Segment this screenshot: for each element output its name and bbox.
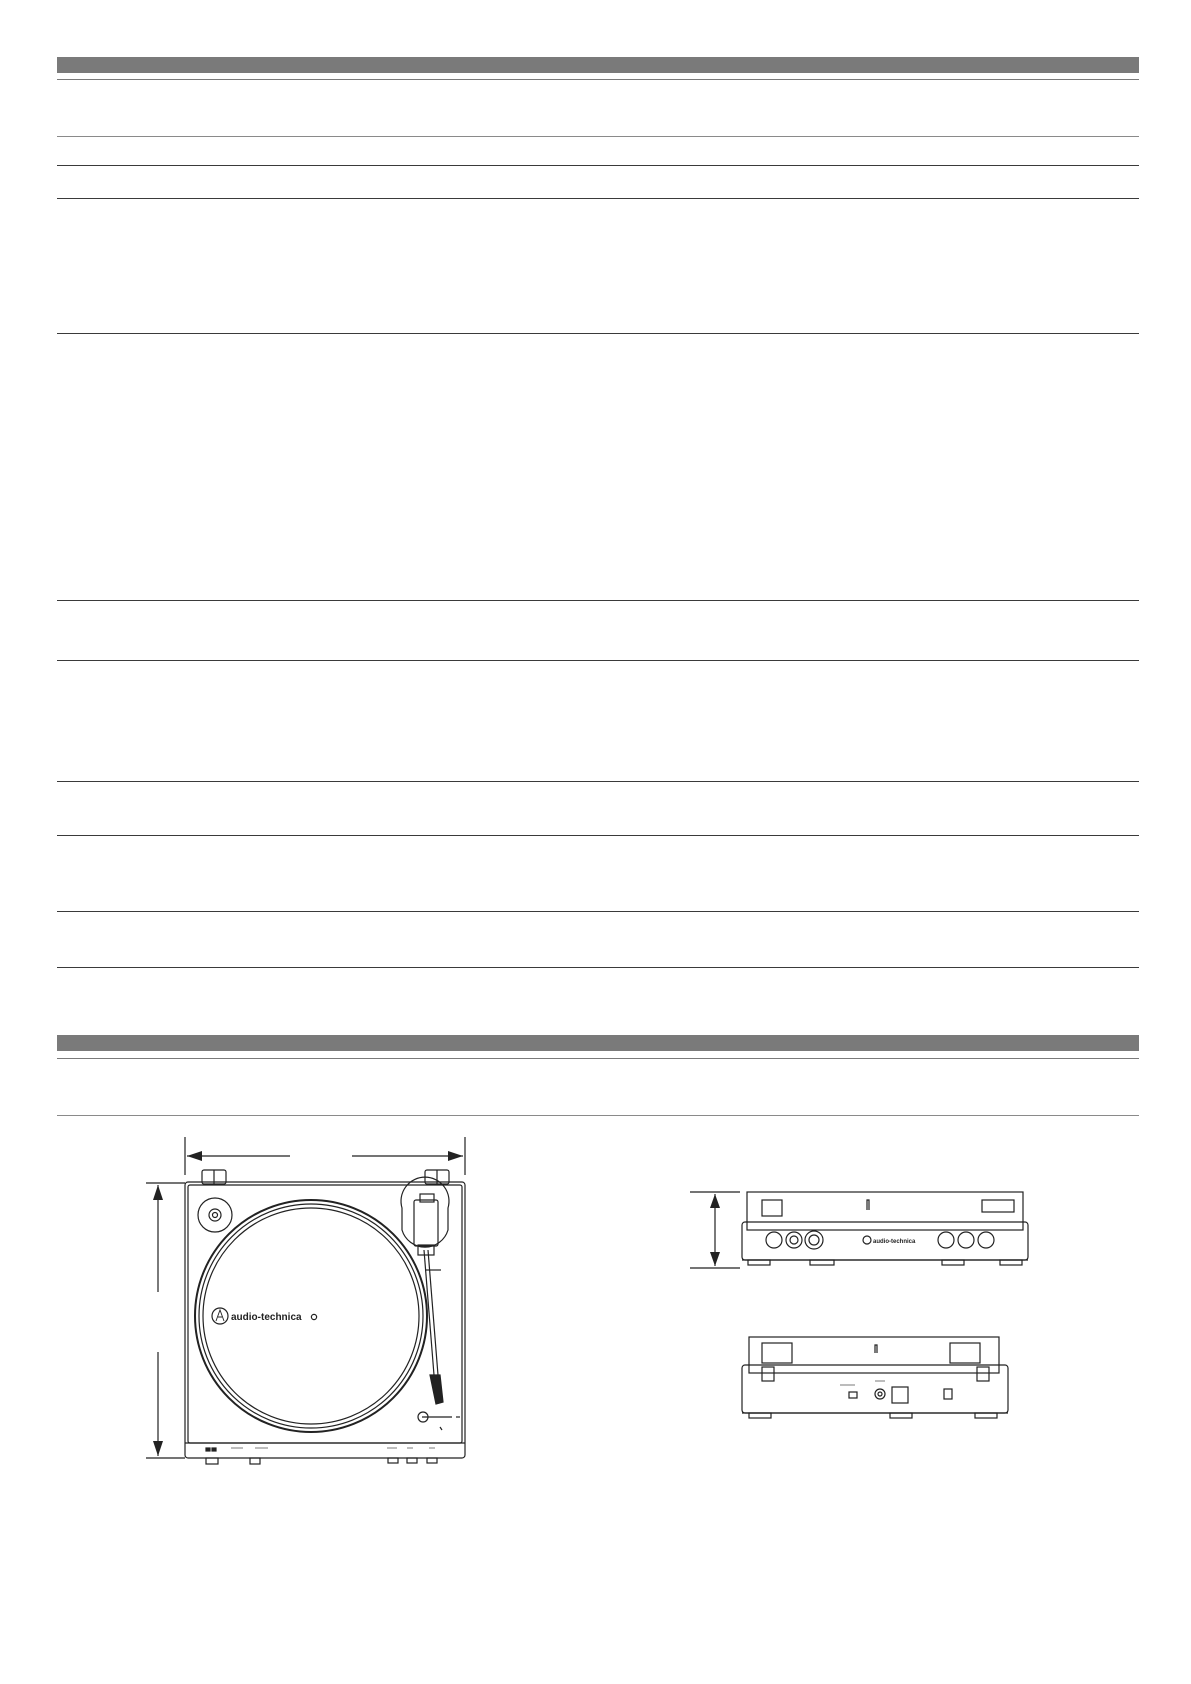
section-header-band bbox=[57, 57, 1139, 73]
table-row-divider bbox=[57, 333, 1139, 334]
table-row-divider bbox=[57, 967, 1139, 968]
table-row-divider bbox=[57, 600, 1139, 601]
brand-logo-text: audio-technica bbox=[873, 1239, 916, 1245]
turntable-top-view-drawing bbox=[140, 1130, 480, 1470]
table-row-divider bbox=[57, 136, 1139, 137]
section-header-band bbox=[57, 1035, 1139, 1051]
table-row-divider bbox=[57, 1115, 1139, 1116]
table-row-divider bbox=[57, 835, 1139, 836]
section-header-underline bbox=[57, 79, 1139, 80]
table-row-divider bbox=[57, 781, 1139, 782]
brand-logo-text: audio-technica bbox=[231, 1312, 302, 1323]
table-row-divider bbox=[57, 165, 1139, 166]
table-row-divider bbox=[57, 660, 1139, 661]
table-row-divider bbox=[57, 911, 1139, 912]
turntable-front-view-drawing bbox=[690, 1180, 1030, 1290]
table-row-divider bbox=[57, 198, 1139, 199]
turntable-rear-view-drawing bbox=[725, 1325, 1025, 1425]
section-header-underline bbox=[57, 1058, 1139, 1059]
